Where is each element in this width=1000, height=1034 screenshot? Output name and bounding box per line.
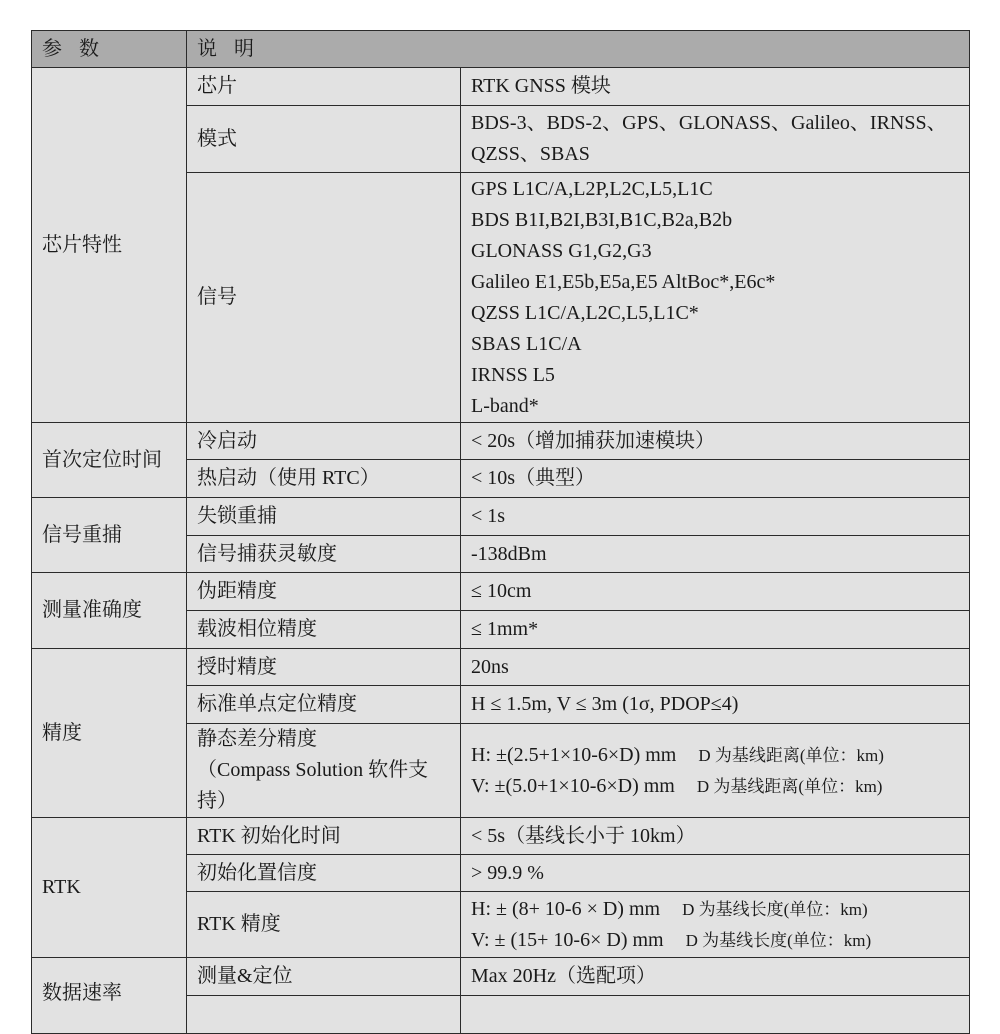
rtk-v-line: [471, 925, 959, 956]
signal-line: GPS L1C/A,L2P,L2C,L5,L1C: [471, 177, 713, 200]
group-ttff: 首次定位时间: [32, 423, 187, 498]
mode-line-1: BDS-3、BDS-2、GPS、GLONASS、Galileo、IRNSS、: [471, 112, 947, 134]
signal-line: L-band*: [471, 394, 539, 417]
static-note: D 为基线距离(单位：km): [696, 776, 883, 796]
signal-line: IRNSS L5: [471, 363, 555, 386]
header-param: 参 数: [32, 31, 187, 68]
mode-line-2: QZSS、SBAS: [471, 143, 590, 165]
value-spp: H ≤ 1.5m, V ≤ 3m (1σ, PDOP≤4): [461, 686, 970, 724]
signal-line: SBAS L1C/A: [471, 332, 582, 355]
value-pos: Max 20Hz（选配项）: [461, 958, 970, 996]
param-carrier: 载波相位精度: [187, 611, 461, 649]
table-row: [32, 818, 970, 855]
spec-table: [31, 30, 970, 1034]
param-pos: 测量&定位: [187, 958, 461, 996]
param-conf: 初始化置信度: [187, 855, 461, 892]
group-accuracy: 精度: [32, 649, 187, 818]
signal-line: GLONASS G1,G2,G3: [471, 239, 652, 262]
header-desc: 说 明: [187, 31, 970, 68]
value-hot: < 10s（典型）: [461, 460, 970, 498]
signal-line: BDS B1I,B2I,B3I,B1C,B2a,B2b: [471, 208, 733, 231]
group-chip: 芯片特性: [32, 68, 187, 423]
static-label-line: （Compass Solution 软件支: [197, 759, 429, 781]
value-pseudo: ≤ 10cm: [461, 573, 970, 611]
static-h-line: [471, 740, 959, 771]
param-sens: 信号捕获灵敏度: [187, 536, 461, 573]
static-v-line: [471, 771, 959, 802]
value-static: [461, 724, 970, 818]
param-static: [187, 724, 461, 818]
param-signal: 信号: [187, 173, 461, 423]
table-row: [32, 68, 970, 106]
group-reacq: 信号重捕: [32, 498, 187, 573]
value-chip: RTK GNSS 模块: [461, 68, 970, 106]
value-mode: [461, 106, 970, 173]
value-carrier: ≤ 1mm*: [461, 611, 970, 649]
rtk-h-line: [471, 894, 959, 925]
static-label-line: 静态差分精度: [197, 728, 317, 750]
rtk-h: H: ± (8+ 10-6 × D) mm: [471, 897, 661, 920]
value-signal: [461, 173, 970, 423]
rtk-note: D 为基线长度(单位：km): [685, 930, 872, 950]
table-row: [32, 958, 970, 996]
static-label-line: 持）: [197, 790, 237, 812]
param-timing: 授时精度: [187, 649, 461, 686]
param-hot: 热启动（使用 RTC）: [187, 460, 461, 498]
param-cold: 冷启动: [187, 423, 461, 460]
value-cold: < 20s（增加捕获加速模块）: [461, 423, 970, 460]
param-pseudo: 伪距精度: [187, 573, 461, 611]
param-mode: 模式: [187, 106, 461, 173]
value-rtk-prec: [461, 892, 970, 958]
header-row: [32, 31, 970, 68]
param-chip: 芯片: [187, 68, 461, 106]
table-row: [32, 649, 970, 686]
group-rtk: RTK: [32, 818, 187, 958]
value-conf: > 99.9 %: [461, 855, 970, 892]
group-meas: 测量准确度: [32, 573, 187, 649]
value-rtk-init: < 5s（基线长小于 10km）: [461, 818, 970, 855]
static-v: V: ±(5.0+1×10-6×D) mm: [471, 774, 675, 797]
rtk-note: D 为基线长度(单位：km): [682, 899, 868, 919]
param-spp: 标准单点定位精度: [187, 686, 461, 724]
rtk-v: V: ± (15+ 10-6× D) mm: [471, 928, 664, 951]
signal-line: Galileo E1,E5b,E5a,E5 AltBoc*,E6c*: [471, 270, 776, 293]
param-rtk-init: RTK 初始化时间: [187, 818, 461, 855]
value-timing: 20ns: [461, 649, 970, 686]
value-sens: -138dBm: [461, 536, 970, 573]
table-row: [32, 423, 970, 460]
param-rtk-prec: RTK 精度: [187, 892, 461, 958]
table-row: [32, 498, 970, 536]
table-row: [32, 573, 970, 611]
group-rate: 数据速率: [32, 958, 187, 1034]
param-lock: 失锁重捕: [187, 498, 461, 536]
signal-line: QZSS L1C/A,L2C,L5,L1C*: [471, 301, 699, 324]
static-note: D 为基线距离(单位：km): [698, 745, 884, 765]
value-lock: < 1s: [461, 498, 970, 536]
static-h: H: ±(2.5+1×10-6×D) mm: [471, 743, 677, 766]
